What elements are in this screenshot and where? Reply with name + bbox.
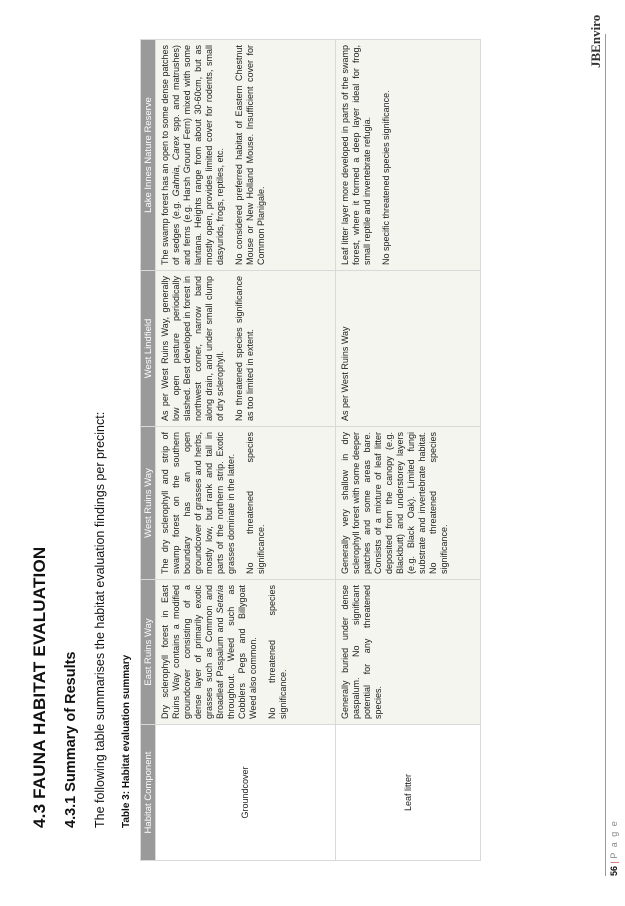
component-groundcover: Groundcover [156,725,336,861]
header-west-ruins-way: West Ruins Way [141,427,156,580]
cell-paragraph: Generally very shallow in dry sclerophyll forest with some deeper patches and some areas bare. Consists of a mixture of leaf litter deposited from the canopy (e.g. Blackbutt) and understorey layers (e.g. Black Oak). Limited fungi substrate and invertebrate habitat. No threatened species significance. [340,432,449,574]
page-number: 56 [609,865,619,876]
header-habitat-component: Habitat Component [141,725,156,861]
cell-groundcover-west-ruins [156,427,336,580]
header-rule [605,34,606,876]
cell-leaf-litter-east-ruins [336,580,481,725]
subsection-heading: 4.3.1 Summary of Results [63,651,79,828]
cell-paragraph: Generally buried under dense paspalum. No significant potential for any threatened species. [340,585,383,719]
cell-leaf-litter-lake-innes [336,40,481,271]
cell-paragraph [160,45,226,265]
text-run: throughout. Weed such as Cobblers Pegs and Billygoat Weed also common. [226,585,258,719]
table-caption: Table 3: Habitat evaluation summary [121,654,132,828]
intro-paragraph: The following table summarises the habitat evaluation findings per precinct: [93,411,107,828]
page-footer [609,820,619,876]
habitat-table [140,39,481,861]
cell-paragraph: No considered preferred habitat of Eastern Chestnut Mouse or New Holland Mouse. Insufficient cover for Common Planigale. [234,45,266,265]
section-heading: 4.3 FAUNA HABITAT EVALUATION [30,546,49,828]
text-run: Dry sclerophyll forest in East Ruins Way contains a modified groundcover consisting of a dense layer of primarily exotic grasses such as Common and Broadleaf Paspalum and [160,585,225,719]
table-header-row [141,40,156,861]
table-row [156,40,336,861]
cell-paragraph: No threatened species significance. [267,585,288,719]
header-lake-innes: Lake Innes Nature Reserve [141,40,156,271]
footer-separator: | [609,861,619,864]
cell-paragraph: No threatened species significance as too limited in extent. [234,276,255,421]
header-east-ruins-way: East Ruins Way [141,580,156,725]
table-row [336,40,481,861]
cell-paragraph: The dry sclerophyll and strip of swamp forest on the southern boundary has an open groundcover of grasses and herbs, mostly low, but rank and tall in parts of the northern strip. Exotic grasses dominate in the latter. [160,432,236,574]
cell-groundcover-east-ruins [156,580,336,725]
cell-paragraph: As per West Ruins Way [340,326,350,421]
text-run: spp. and matrushes) and ferns (e.g. Harsh Ground Fern) mixed with some lantana. Heights range from about 30-60cm, but as mostly open, provides limited cover for rodents, small dasyurids, frogs, reptiles, etc. [171,45,225,265]
brand-logo-text: JBEnviro [588,14,603,68]
italic-text-run: Setaria [215,585,225,614]
italic-text-run: Carex [171,136,181,161]
cell-paragraph [160,585,259,719]
page-label: P a g e [609,819,619,859]
cell-leaf-litter-west-ruins [336,427,481,580]
text-run: , [171,160,181,168]
cell-leaf-litter-west-lindfield [336,271,481,427]
cell-paragraph: Leaf litter layer more developed in parts of the swamp forest, where it formed a deep layer ideal for frog, small reptile and invertebrate refugia. [340,45,372,265]
cell-paragraph: No specific threatened species significance. [381,90,391,265]
cell-groundcover-lake-innes [156,40,336,271]
header-west-lindfield: West Lindfield [141,271,156,427]
cell-paragraph: As per West Ruins Way, generally low open pasture periodically slashed. Best developed in forest in northwest corner, narrow band along drain, and under small clump of dry sclerophyll. [160,276,225,421]
component-leaf-litter: Leaf litter [336,725,481,861]
italic-text-run: Gahnia [171,167,181,197]
cell-paragraph: No threatened species significance. [245,432,266,574]
cell-groundcover-west-lindfield [156,271,336,427]
text-run: The swamp forest has an open to some dense patches of sedges (e.g. [160,45,181,265]
